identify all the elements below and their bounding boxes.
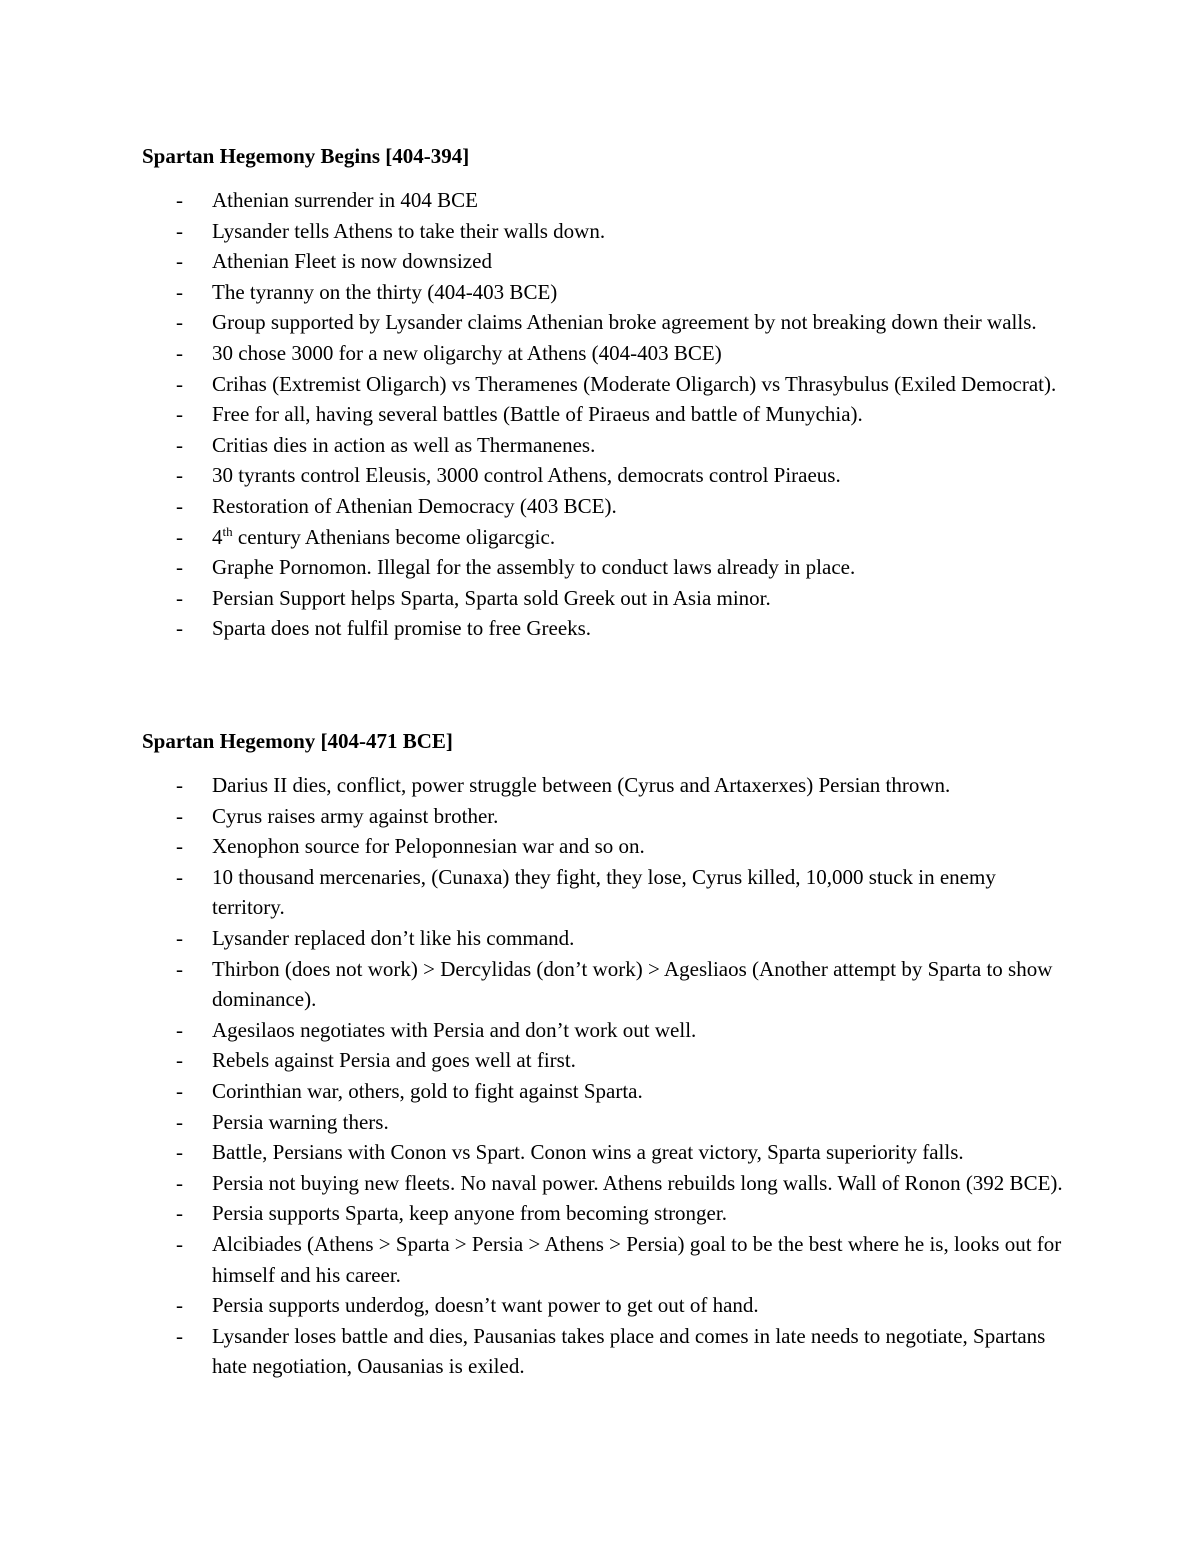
list-item — [142, 801, 1072, 832]
bullet-dash: - — [176, 402, 183, 427]
list-item-text: Lysander replaced don’t like his command. — [212, 925, 575, 950]
bullet-dash: - — [176, 1201, 183, 1226]
list-item-text: Lysander loses battle and dies, Pausanias takes place and comes in late needs to negotiate, Spartans hate negotiation, Oausanias is exiled. — [212, 1323, 1046, 1379]
bullet-dash: - — [176, 956, 183, 981]
list-item — [142, 770, 1072, 801]
bullet-dash: - — [176, 1109, 183, 1134]
list-item-text: 30 chose 3000 for a new oligarchy at Athens (404-403 BCE) — [212, 340, 722, 365]
list-item — [142, 1045, 1072, 1076]
list-item-text: Darius II dies, conflict, power struggle between (Cyrus and Artaxerxes) Persian thrown. — [212, 773, 951, 797]
list-item — [142, 831, 1072, 862]
list-item-text: Battle, Persians with Conon vs Spart. Conon wins a great victory, Sparta superiority falls. — [212, 1140, 964, 1165]
bullet-dash: - — [176, 279, 183, 304]
list-item-text: Graphe Pornomon. Illegal for the assembly to conduct laws already in place. — [212, 555, 856, 580]
list-item-text: Persia supports underdog, doesn’t want power to get out of hand. — [212, 1293, 759, 1318]
list-item-text: Athenian surrender in 404 BCE — [212, 188, 478, 212]
list-item — [142, 1321, 1072, 1382]
bullet-dash: - — [176, 1293, 183, 1318]
list-item — [142, 1076, 1072, 1107]
bullet-dash: - — [176, 371, 183, 396]
bullet-dash: - — [176, 555, 183, 580]
bullet-dash: - — [176, 1231, 183, 1256]
list-item — [142, 491, 1072, 522]
ordinal-superscript: th — [222, 523, 233, 539]
bullet-dash: - — [176, 1078, 183, 1103]
list-item — [142, 923, 1072, 954]
list-item-text: Persia not buying new fleets. No naval power. Athens rebuilds long walls. Wall of Ronon (392 BCE). — [212, 1170, 1063, 1195]
list-item-text: Lysander tells Athens to take their walls down. — [212, 218, 606, 243]
list-item — [142, 552, 1072, 583]
list-item-text: Restoration of Athenian Democracy (403 BCE). — [212, 493, 617, 518]
list-item-text: Sparta does not fulfil promise to free Greeks. — [212, 616, 592, 641]
list-item-text: Free for all, having several battles (Battle of Piraeus and battle of Munychia). — [212, 402, 863, 427]
bullet-dash: - — [176, 1140, 183, 1165]
bullet-dash: - — [176, 1170, 183, 1195]
list-item-text: Thirbon (does not work) > Dercylidas (don’t work) > Agesliaos (Another attempt by Sparta to show dominance). — [212, 956, 1053, 1012]
list-item — [142, 1107, 1072, 1138]
list-item-text: Rebels against Persia and goes well at first. — [212, 1048, 576, 1073]
list-item-text: century Athenians become oligarcgic. — [232, 524, 556, 549]
bullet-dash: - — [176, 524, 183, 549]
section-heading: Spartan Hegemony [404-471 BCE] — [142, 729, 453, 753]
bullet-dash: - — [176, 188, 183, 212]
section-heading: Spartan Hegemony Begins [404-394] — [142, 144, 470, 168]
bullet-dash: - — [176, 864, 183, 889]
bullet-dash: - — [176, 1323, 183, 1348]
bullet-dash: - — [176, 310, 183, 335]
list-item — [142, 1198, 1072, 1229]
bullet-list — [142, 185, 1072, 644]
bullet-dash: - — [176, 463, 183, 488]
list-item-text: Persia supports Sparta, keep anyone from becoming stronger. — [212, 1201, 727, 1226]
list-item-text: The tyranny on the thirty (404-403 BCE) — [212, 279, 558, 304]
section-spartan-hegemony — [142, 726, 1072, 1382]
list-item — [142, 216, 1072, 247]
list-item — [142, 522, 1072, 553]
bullet-list — [142, 770, 1072, 1382]
list-item-text: 10 thousand mercenaries, (Cunaxa) they fight, they lose, Cyrus killed, 10,000 stuck in enemy territory. — [212, 864, 996, 920]
list-item — [142, 338, 1072, 369]
bullet-dash: - — [176, 432, 183, 457]
list-item-text: Cyrus raises army against brother. — [212, 803, 499, 828]
list-item — [142, 1015, 1072, 1046]
list-item-text: Corinthian war, others, gold to fight against Sparta. — [212, 1078, 643, 1103]
list-item — [142, 1168, 1072, 1199]
list-item-text: Persian Support helps Sparta, Sparta sold Greek out in Asia minor. — [212, 585, 771, 610]
list-item-text: Agesilaos negotiates with Persia and don’t work out well. — [212, 1017, 697, 1042]
bullet-dash: - — [176, 585, 183, 610]
bullet-dash: - — [176, 340, 183, 365]
bullet-dash: - — [176, 1048, 183, 1073]
list-item-text: Crihas (Extremist Oligarch) vs Theramenes (Moderate Oligarch) vs Thrasybulus (Exiled Democrat). — [212, 371, 1057, 396]
list-item — [142, 862, 1072, 923]
list-item — [142, 399, 1072, 430]
list-item-text: 30 tyrants control Eleusis, 3000 control Athens, democrats control Piraeus. — [212, 463, 841, 488]
bullet-dash: - — [176, 1017, 183, 1042]
bullet-dash: - — [176, 773, 183, 797]
bullet-dash: - — [176, 218, 183, 243]
list-item-text: Persia warning thers. — [212, 1109, 389, 1134]
list-item — [142, 369, 1072, 400]
list-item — [142, 1229, 1072, 1290]
list-item — [142, 430, 1072, 461]
list-item — [142, 583, 1072, 614]
bullet-dash: - — [176, 925, 183, 950]
list-item — [142, 954, 1072, 1015]
list-item — [142, 246, 1072, 277]
list-item — [142, 1137, 1072, 1168]
list-item — [142, 613, 1072, 644]
list-item — [142, 185, 1072, 216]
list-item — [142, 307, 1072, 338]
bullet-dash: - — [176, 834, 183, 859]
bullet-dash: - — [176, 803, 183, 828]
list-item-text: Athenian Fleet is now downsized — [212, 249, 492, 274]
list-item-text: 4 — [212, 524, 223, 549]
bullet-dash: - — [176, 616, 183, 641]
list-item-text: Critias dies in action as well as Thermanenes. — [212, 432, 596, 457]
list-item — [142, 1290, 1072, 1321]
list-item-text: Group supported by Lysander claims Athenian broke agreement by not breaking down their walls. — [212, 310, 1037, 335]
list-item — [142, 277, 1072, 308]
bullet-dash: - — [176, 249, 183, 274]
list-item-text: Alcibiades (Athens > Sparta > Persia > Athens > Persia) goal to be the best where he is, looks out for himself and his career. — [212, 1231, 1062, 1287]
bullet-dash: - — [176, 493, 183, 518]
list-item — [142, 460, 1072, 491]
list-item-text: Xenophon source for Peloponnesian war and so on. — [212, 834, 645, 859]
section-spartan-hegemony-begins — [142, 141, 1072, 644]
